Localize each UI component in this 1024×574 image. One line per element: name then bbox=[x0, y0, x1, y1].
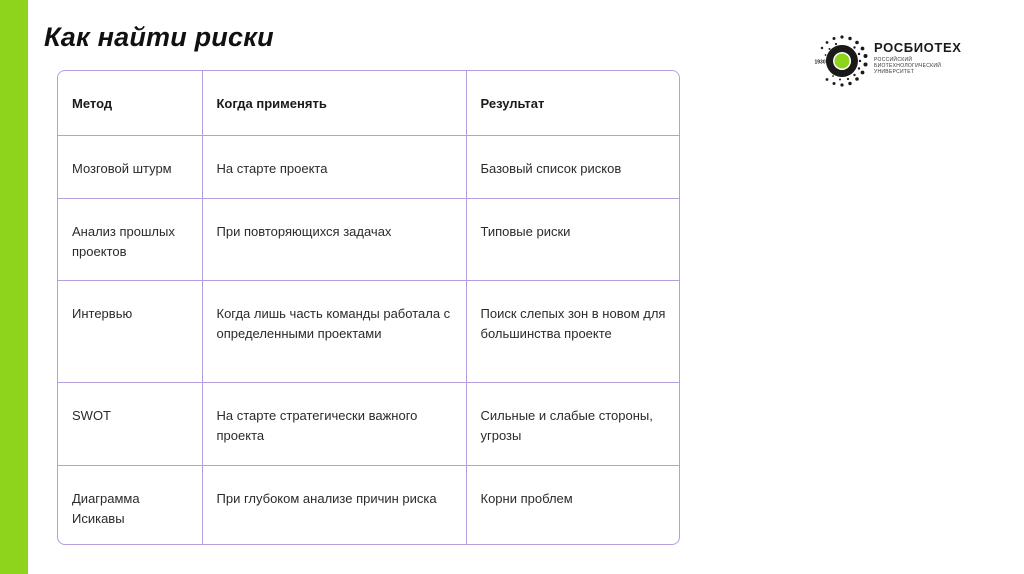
cell-when: При глубоком анализе причин риска bbox=[202, 465, 466, 545]
cell-method: Мозговой штурм bbox=[58, 135, 202, 198]
logo-subtitle-2: БИОТЕХНОЛОГИЧЕСКИЙ bbox=[874, 63, 942, 69]
cell-result: Базовый список рисков bbox=[466, 135, 680, 198]
table-row bbox=[58, 198, 680, 280]
logo-year: 1930 bbox=[814, 59, 826, 66]
table-row bbox=[58, 382, 680, 465]
table-row bbox=[58, 135, 680, 198]
table-row bbox=[58, 280, 680, 382]
cell-when: Когда лишь часть команды работала с определенными проектами bbox=[202, 280, 466, 382]
logo-subtitle-3: УНИВЕРСИТЕТ bbox=[874, 69, 915, 75]
cell-when: При повторяющихся задачах bbox=[202, 198, 466, 280]
cell-method: Интервью bbox=[58, 280, 202, 382]
header-result: Результат bbox=[466, 71, 680, 135]
header-when: Когда применять bbox=[202, 71, 466, 135]
table-row bbox=[58, 465, 680, 545]
slide-title: Как найти риски bbox=[44, 22, 274, 52]
risk-methods-table bbox=[57, 70, 680, 545]
cell-when: На старте стратегически важного проекта bbox=[202, 382, 466, 465]
table-header-row bbox=[58, 71, 680, 135]
header-method: Метод bbox=[58, 71, 202, 135]
accent-bar bbox=[0, 0, 28, 574]
logo-name: РОСБИОТЕХ bbox=[874, 40, 962, 55]
logo-subtitle-1: РОССИЙСКИЙ bbox=[874, 57, 913, 63]
cell-method: Анализ прошлых проектов bbox=[58, 198, 202, 280]
cell-method: SWOT bbox=[58, 382, 202, 465]
cell-method: Диаграмма Исикавы bbox=[58, 465, 202, 545]
logo-mark-icon bbox=[814, 33, 870, 89]
rosbiotech-logo bbox=[814, 33, 994, 89]
cell-result: Сильные и слабые стороны, угрозы bbox=[466, 382, 680, 465]
logo-text bbox=[874, 41, 961, 75]
cell-result: Типовые риски bbox=[466, 198, 680, 280]
cell-result: Корни проблем bbox=[466, 465, 680, 545]
cell-result: Поиск слепых зон в новом для большинства проекте bbox=[466, 280, 680, 382]
cell-when: На старте проекта bbox=[202, 135, 466, 198]
